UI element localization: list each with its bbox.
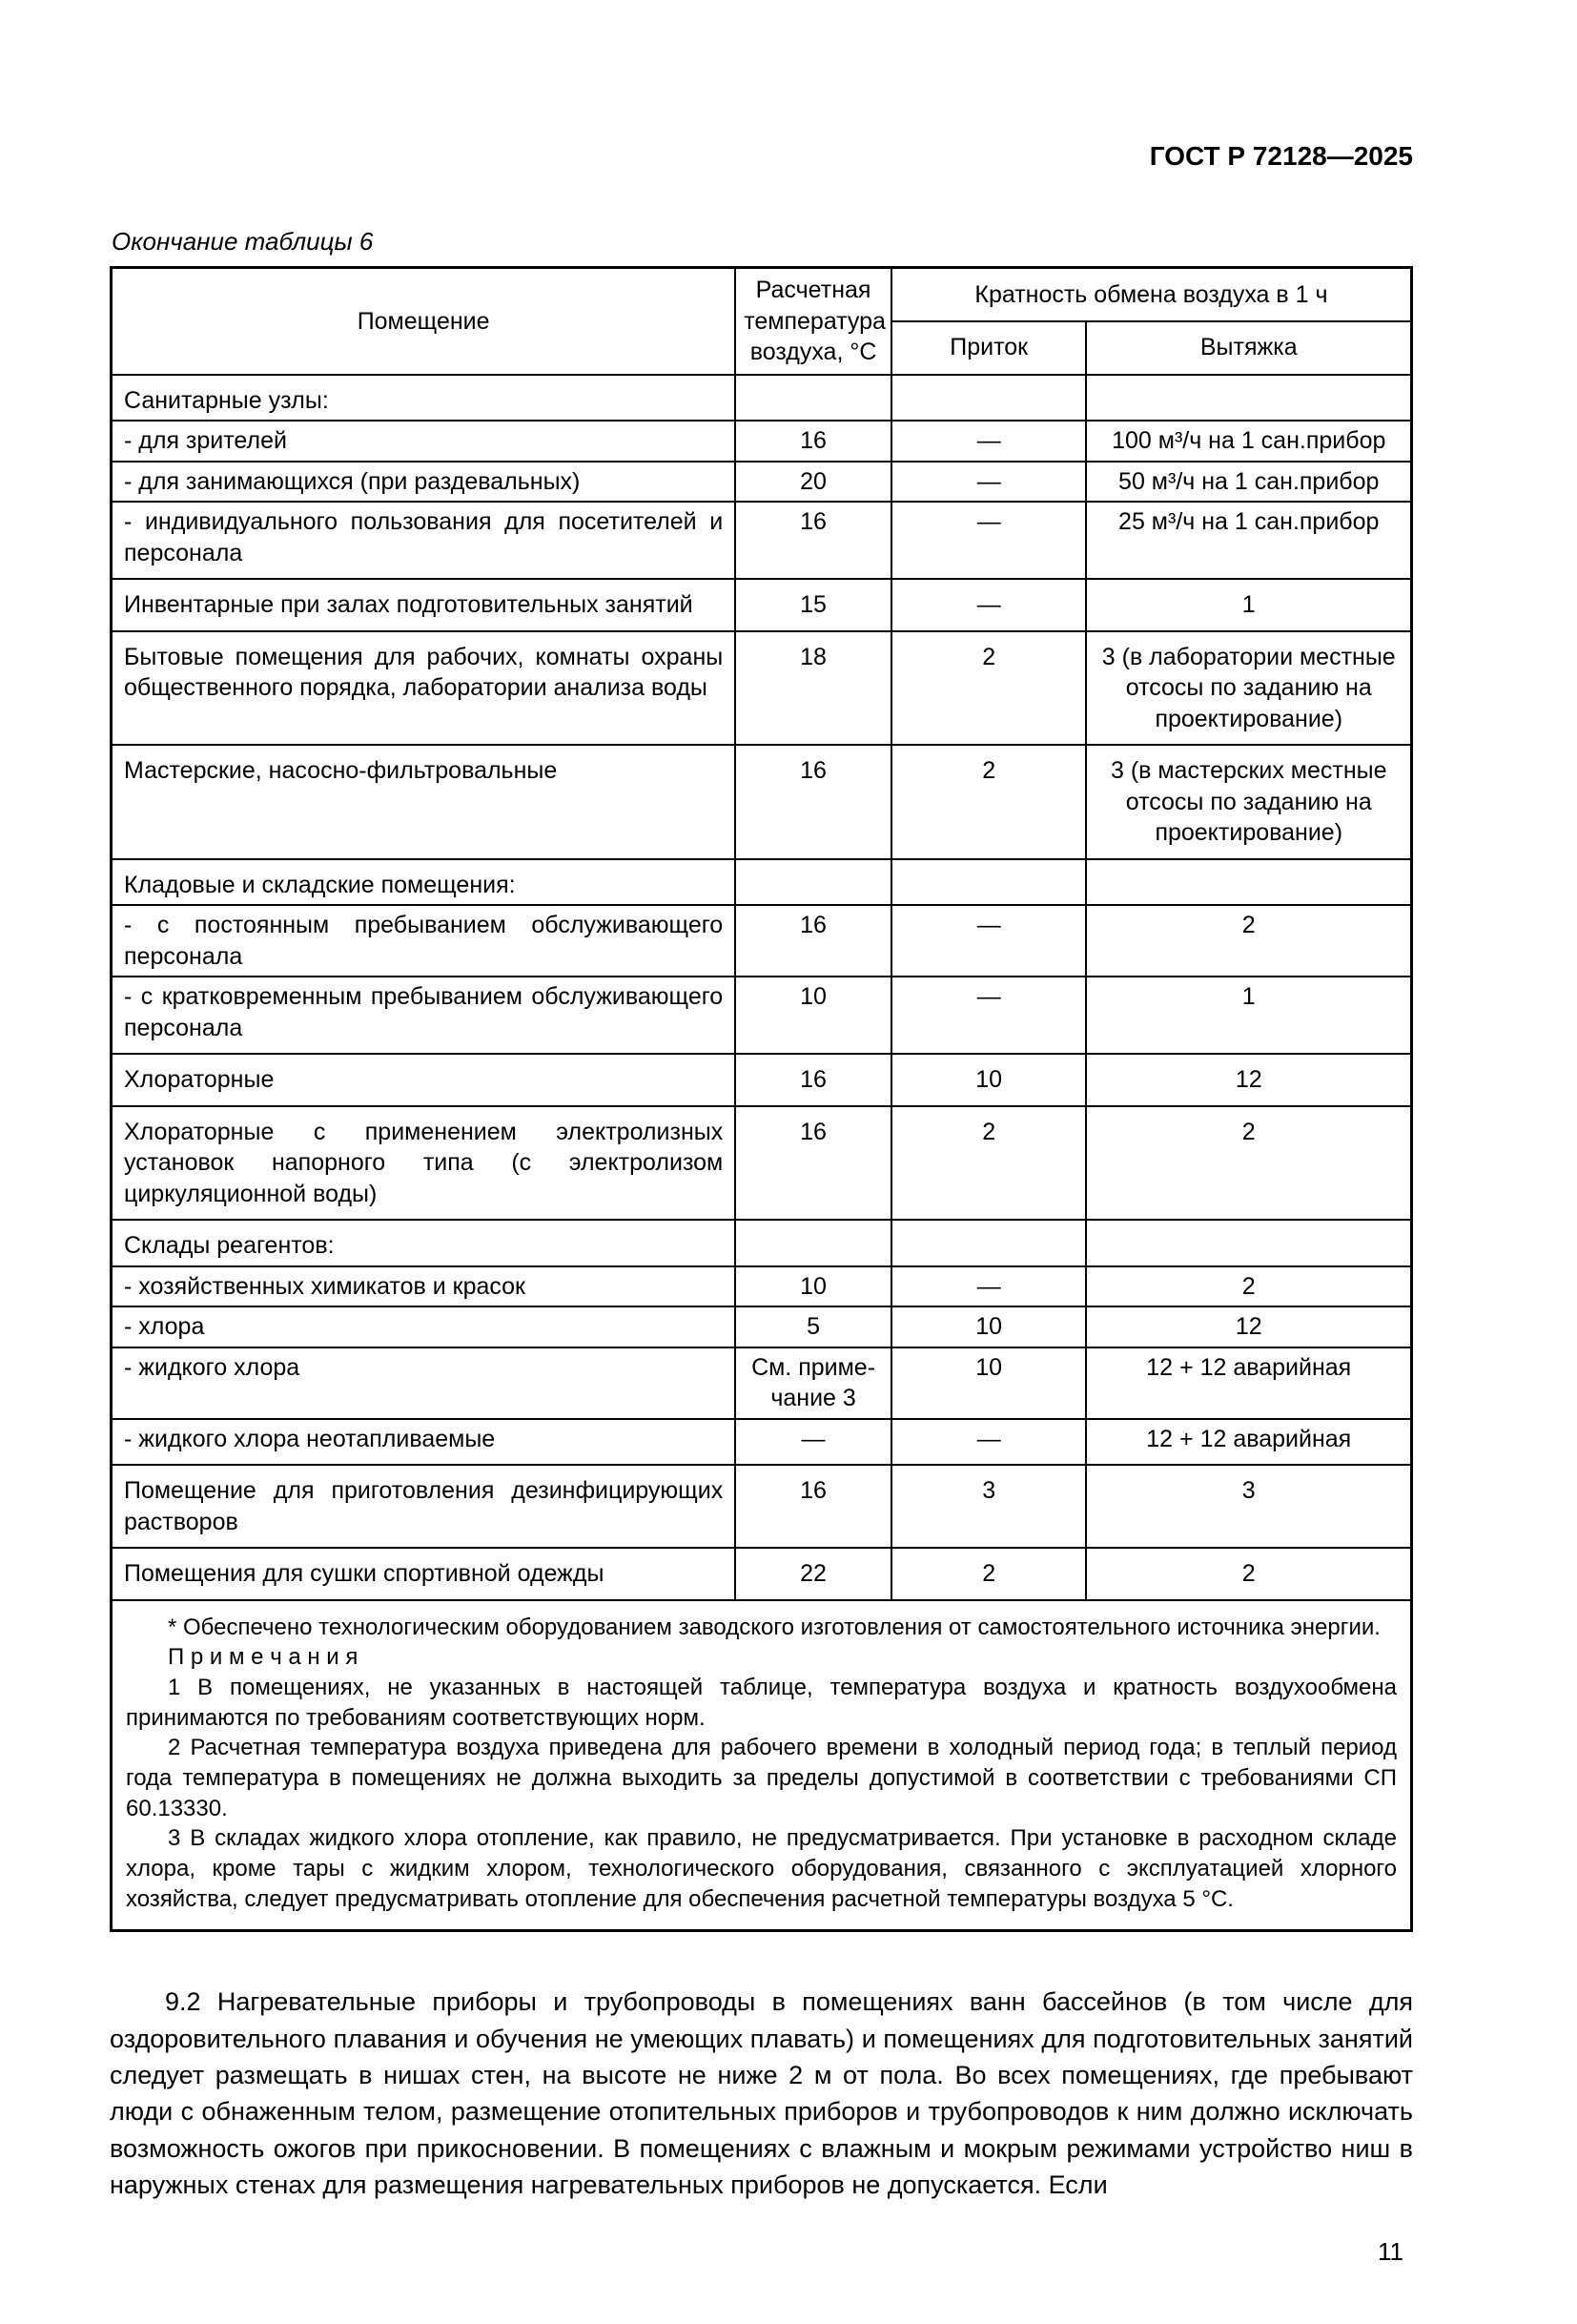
document-header: ГОСТ Р 72128—2025 xyxy=(1149,141,1413,171)
cell-exhaust: 1 xyxy=(1086,579,1411,631)
cell-exhaust: 12 + 12 аварийная xyxy=(1086,1419,1411,1466)
cell-supply xyxy=(891,375,1087,422)
cell-room: - с постоянным пребыванием обслуживающего персонала xyxy=(112,905,736,977)
table-row xyxy=(112,1266,1412,1307)
cell-temp: 16 xyxy=(735,745,891,859)
cell-exhaust: 100 м³/ч на 1 сан.прибор xyxy=(1086,421,1411,462)
cell-room: - жидкого хлора неотапливаемые xyxy=(112,1419,736,1466)
table-row xyxy=(112,502,1412,579)
cell-temp: См. примечание 3 xyxy=(735,1347,891,1419)
table-row xyxy=(112,1347,1412,1419)
cell-supply: 10 xyxy=(891,1347,1087,1419)
cell-exhaust: 12 xyxy=(1086,1306,1411,1347)
cell-temp: 16 xyxy=(735,1054,891,1106)
col-header-temp: Расчетная температура воздуха, °С xyxy=(735,268,891,375)
cell-temp: — xyxy=(735,1419,891,1466)
cell-temp: 18 xyxy=(735,631,891,746)
cell-room: - с кратковременным пребыванием обслуживающего персонала xyxy=(112,977,736,1054)
cell-room: Инвентарные при залах подготовительных занятий xyxy=(112,579,736,631)
cell-room: Бытовые помещения для рабочих, комнаты охраны общественного порядка, лаборатории анализа воды xyxy=(112,631,736,746)
cell-exhaust: 12 + 12 аварийная xyxy=(1086,1347,1411,1419)
cell-room: - жидкого хлора xyxy=(112,1347,736,1419)
cell-exhaust: 2 xyxy=(1086,1266,1411,1307)
cell-supply: 2 xyxy=(891,631,1087,746)
note: 3 В складах жидкого хлора отопление, как правило, не предусматривается. При установке в расходном складе хлора, кроме тары с жидким хлором, технологического оборудования, связанного с эксплуатацией хлорного хозяйства, следует предусматривать отопление для обеспечения расчетной температуры воздуха 5 °С. xyxy=(126,1825,1397,1912)
cell-room: Хлораторные с применением электролизных установок напорного типа (с электролизом циркуляционной воды) xyxy=(112,1106,736,1221)
cell-exhaust: 25 м³/ч на 1 сан.прибор xyxy=(1086,502,1411,579)
cell-room: - для зрителей xyxy=(112,421,736,462)
table-row xyxy=(112,421,1412,462)
cell-supply: 2 xyxy=(891,1548,1087,1600)
table-row xyxy=(112,1548,1412,1600)
cell-supply: 3 xyxy=(891,1465,1087,1548)
note: 1 В помещениях, не указанных в настоящей таблице, температура воздуха и кратность воздухообмена принимаются по требованиям соответствующих норм. xyxy=(126,1674,1397,1731)
cell-exhaust: 3 xyxy=(1086,1465,1411,1548)
cell-exhaust: 2 xyxy=(1086,905,1411,977)
table-6 xyxy=(110,266,1413,1932)
table-row xyxy=(112,1306,1412,1347)
cell-room: - хозяйственных химикатов и красок xyxy=(112,1266,736,1307)
cell-exhaust xyxy=(1086,1220,1411,1266)
table-notes xyxy=(112,1600,1412,1931)
cell-exhaust: 2 xyxy=(1086,1548,1411,1600)
note: 2 Расчетная температура воздуха приведена для рабочего времени в холодный период года; в теплый период года температура в помещениях не должна выходить за пределы допустимой в соответствии с требованиями СП 60.13330. xyxy=(126,1735,1397,1821)
col-header-exhaust: Вытяжка xyxy=(1086,321,1411,375)
table-row xyxy=(112,905,1412,977)
cell-temp: 20 xyxy=(735,462,891,503)
cell-supply: — xyxy=(891,977,1087,1054)
table-row xyxy=(112,745,1412,859)
table-header xyxy=(112,268,1412,375)
cell-room: Склады реагентов: xyxy=(112,1220,736,1266)
cell-exhaust: 50 м³/ч на 1 сан.прибор xyxy=(1086,462,1411,503)
table-row xyxy=(112,1419,1412,1466)
col-header-supply: Приток xyxy=(891,321,1087,375)
cell-room: - индивидуального пользования для посетителей и персонала xyxy=(112,502,736,579)
cell-temp: 10 xyxy=(735,977,891,1054)
cell-temp: 15 xyxy=(735,579,891,631)
table-body xyxy=(112,375,1412,1600)
cell-exhaust: 1 xyxy=(1086,977,1411,1054)
cell-temp xyxy=(735,375,891,422)
table-row xyxy=(112,859,1412,906)
cell-room: - для занимающихся (при раздевальных) xyxy=(112,462,736,503)
cell-supply xyxy=(891,1220,1087,1266)
note: П р и м е ч а н и я xyxy=(168,1644,358,1671)
table-notes-row xyxy=(112,1600,1412,1931)
cell-exhaust: 3 (в лаборатории местные отсосы по заданию на проектирование) xyxy=(1086,631,1411,746)
cell-supply: 10 xyxy=(891,1054,1087,1106)
cell-room: Помещение для приготовления дезинфицирующих растворов xyxy=(112,1465,736,1548)
table-row xyxy=(112,579,1412,631)
cell-supply: 2 xyxy=(891,745,1087,859)
cell-supply: — xyxy=(891,1419,1087,1466)
cell-exhaust: 2 xyxy=(1086,1106,1411,1221)
table-row xyxy=(112,1054,1412,1106)
cell-room: Кладовые и складские помещения: xyxy=(112,859,736,906)
table-notes-body xyxy=(112,1600,1412,1931)
cell-supply: — xyxy=(891,1266,1087,1307)
cell-temp: 10 xyxy=(735,1266,891,1307)
col-header-room: Помещение xyxy=(112,268,736,375)
page-number: 11 xyxy=(1378,2237,1403,2267)
cell-supply xyxy=(891,859,1087,906)
cell-room: Хлораторные xyxy=(112,1054,736,1106)
cell-exhaust: 3 (в мастерских местные отсосы по заданию на проектирование) xyxy=(1086,745,1411,859)
table-row xyxy=(112,1465,1412,1548)
cell-temp xyxy=(735,859,891,906)
cell-supply: — xyxy=(891,579,1087,631)
table-row xyxy=(112,977,1412,1054)
cell-temp: 16 xyxy=(735,421,891,462)
cell-room: Санитарные узлы: xyxy=(112,375,736,422)
cell-temp: 16 xyxy=(735,1465,891,1548)
col-header-exchange: Кратность обмена воздуха в 1 ч xyxy=(891,268,1412,321)
cell-temp: 5 xyxy=(735,1306,891,1347)
cell-room: Помещения для сушки спортивной одежды xyxy=(112,1548,736,1600)
cell-room: - хлора xyxy=(112,1306,736,1347)
cell-temp: 22 xyxy=(735,1548,891,1600)
cell-temp: 16 xyxy=(735,1106,891,1221)
cell-exhaust: 12 xyxy=(1086,1054,1411,1106)
cell-exhaust xyxy=(1086,859,1411,906)
table-row xyxy=(112,1106,1412,1221)
cell-supply: 10 xyxy=(891,1306,1087,1347)
table-row xyxy=(112,375,1412,422)
table-row xyxy=(112,1220,1412,1266)
cell-temp: 16 xyxy=(735,905,891,977)
cell-supply: — xyxy=(891,502,1087,579)
cell-supply: — xyxy=(891,905,1087,977)
cell-temp xyxy=(735,1220,891,1266)
cell-exhaust xyxy=(1086,375,1411,422)
cell-supply: — xyxy=(891,421,1087,462)
cell-supply: — xyxy=(891,462,1087,503)
cell-room: Мастерские, насосно-фильтровальные xyxy=(112,745,736,859)
table-row xyxy=(112,631,1412,746)
note: * Обеспечено технологическим оборудованием заводского изготовления от самостоятельного источника энергии. xyxy=(168,1614,1381,1640)
table-row xyxy=(112,462,1412,503)
cell-temp: 16 xyxy=(735,502,891,579)
table-caption: Окончание таблицы 6 xyxy=(112,227,374,256)
paragraph-9-2: 9.2 Нагревательные приборы и трубопроводы в помещениях ванн бассейнов (в том числе для оздоровительного плавания и обучения не умеющих плавать) и помещениях для подготовительных занятий следует размещать в нишах стен, на высоте не ниже 2 м от пола. Во всех помещениях, где пребывают люди с обнаженным телом, размещение отопительных приборов и трубопроводов к ним должно исключать возможность ожогов при прикосновении. В помещениях с влажным и мокрым режимами устройство ниш в наружных стенах для размещения нагревательных приборов не допускается. Если xyxy=(110,1987,1413,2199)
cell-supply: 2 xyxy=(891,1106,1087,1221)
